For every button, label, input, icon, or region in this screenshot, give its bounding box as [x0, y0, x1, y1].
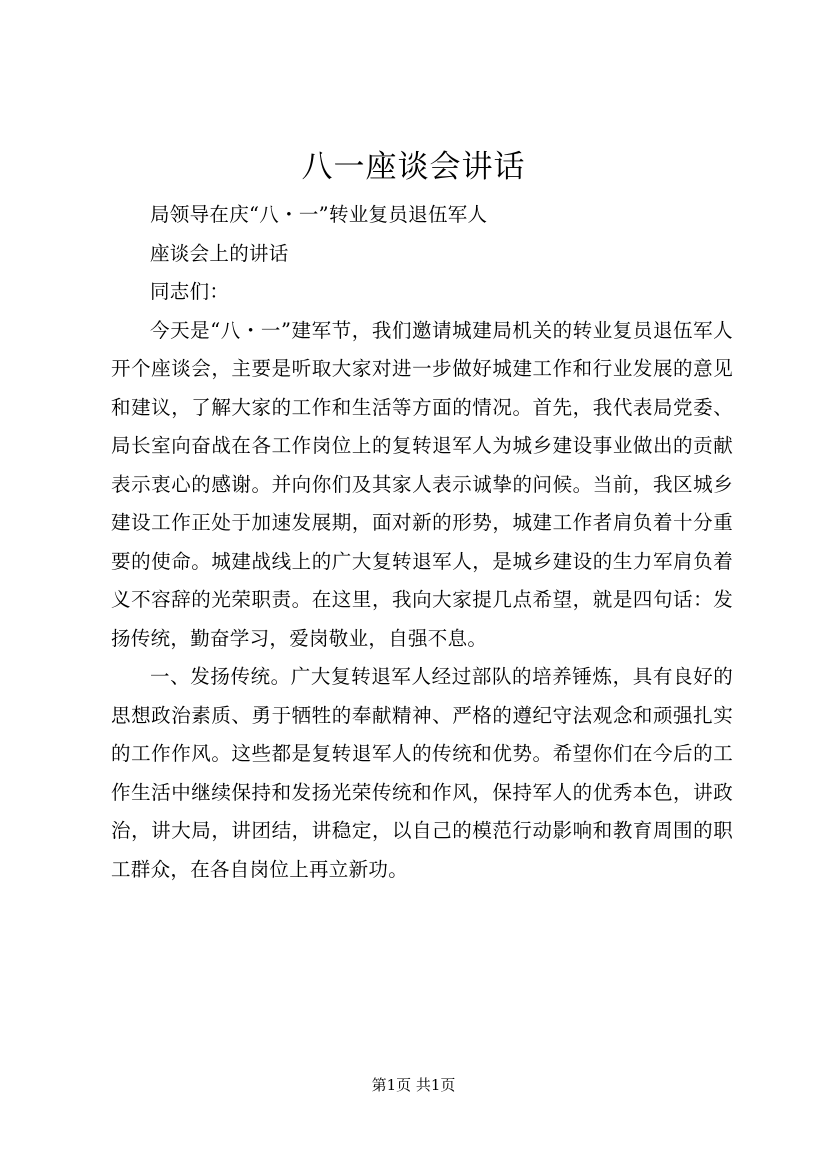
paragraph-introduction: 今天是“八・一”建军节，我们邀请城建局机关的转业复员退伍军人开个座谈会，主要是听取大家对进一步做好城建工作和行业发展的意见和建议，了解大家的工作和生活等方面的情况。首先，我代表局党委、局长室向奋战在各工作岗位上的复转退军人为城乡建设事业做出的贡献表示衷心的感谢。并向你们及其家人表示诚挚的问候。当前，我区城乡建设工作正处于加速发展期，面对新的形势，城建工作者肩负着十分重要的使命。城建战线上的广大复转退军人，是城乡建设的生力军肩负着义不容辞的光荣职责。在这里，我向大家提几点希望，就是四句话：发扬传统，勤奋学习，爱岗敬业，自强不息。	[111, 318, 733, 650]
paragraph-subtitle-line-1: 局领导在庆“八・一”转业复员退伍军人	[150, 203, 488, 226]
document-title: 八一座谈会讲话	[301, 149, 526, 185]
paragraph-salutation: 同志们：	[150, 280, 230, 303]
document-body	[111, 196, 733, 889]
paragraph-point-one: 一、发扬传统。广大复转退军人经过部队的培养锤炼，具有良好的思想政治素质、勇于牺牲的奉献精神、严格的遵纪守法观念和顽强扎实的工作作风。这些都是复转退军人的传统和优势。希望你们在今后的工作生活中继续保持和发扬光荣传统和作风，保持军人的优秀本色，讲政治，讲大局，讲团结，讲稳定，以自己的模范行动影响和教育周围的职工群众，在各自岗位上再立新功。	[111, 665, 733, 881]
paragraph-subtitle-line-2: 座谈会上的讲话	[150, 241, 289, 265]
page-number-footer: 第1页 共1页	[371, 1076, 456, 1094]
